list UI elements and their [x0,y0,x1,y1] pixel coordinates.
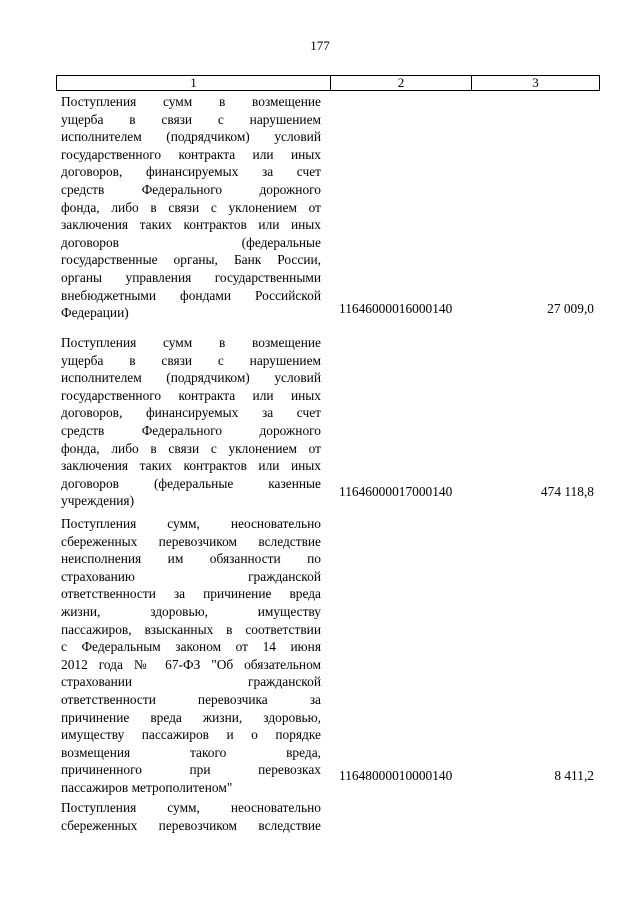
row-3-code: 11648000010000140 [339,768,453,783]
description-line: неисполнения им обязанности по [61,551,321,567]
row-1-code: 11646000016000140 [339,301,453,316]
description-line: договоров, финансируемых за счет [61,164,321,180]
description-line: заключения таких контрактов или иных [61,217,321,233]
description-line: фонда, либо в связи с уклонением от [61,440,321,456]
page-number: 177 [310,38,330,53]
description-line: государственные органы, Банк России, [61,252,321,268]
description-line: ущерба в связи с нарушением [61,111,321,127]
description-line: сбереженных перевозчиком вследствие [61,817,321,833]
description-line: Поступления сумм в возмещение [61,335,321,350]
description-line: учреждения) [61,493,135,509]
description-line: ответственности перевозчика за [61,691,321,707]
description-line: имуществу пассажиров и о порядке [61,727,321,743]
description-line: Федерации) [61,305,129,321]
description-line: исполнителем (подрядчиком) условий [61,129,321,145]
row-3-amount: 8 411,2 [554,768,594,783]
description-line: Поступления сумм, неосновательно [61,516,321,531]
description-line: Поступления сумм в возмещение [61,94,321,109]
row-2-description [61,334,321,510]
description-line: исполнителем (подрядчиком) условий [61,370,321,386]
description-line: причиненного при перевозках [61,762,321,778]
table-header-col-2: 2 [330,75,472,91]
description-line: пассажиров, взысканных в соответствии [61,621,321,637]
description-line: средств Федерального дорожного [61,181,321,197]
description-line: фонда, либо в связи с уклонением от [61,199,321,215]
description-line: договоров, финансируемых за счет [61,405,321,421]
description-line: договоров (федеральные [61,234,321,250]
description-line: ущерба в связи с нарушением [61,352,321,368]
row-2-code: 11646000017000140 [339,484,453,499]
description-line: средств Федерального дорожного [61,422,321,438]
row-3-description [61,515,321,797]
description-line: государственного контракта или иных [61,387,321,403]
description-line: пассажиров метрополитеном" [61,779,233,795]
description-line: органы управления государственными [61,269,321,285]
description-line: причинение вреда жизни, здоровью, [61,709,321,725]
table-header-col-1: 1 [56,75,331,91]
description-line: жизни, здоровью, имуществу [61,603,321,619]
row-1-amount: 27 009,0 [547,301,594,316]
description-line: заключения таких контрактов или иных [61,458,321,474]
description-line: государственного контракта или иных [61,146,321,162]
row-2-amount: 474 118,8 [540,484,594,499]
description-line: 2012 года № 67-ФЗ "Об обязательном [61,656,321,672]
description-line: ответственности за причинение вреда [61,586,321,602]
description-line: Поступления сумм, неосновательно [61,800,321,815]
row-4-description [61,799,321,834]
description-line: страхованию гражданской [61,568,321,584]
description-line: с Федеральным законом от 14 июня [61,639,321,655]
description-line: страховании гражданской [61,674,321,690]
description-line: возмещения такого вреда, [61,744,321,760]
description-line: внебюджетными фондами Российской [61,287,321,303]
table-header-col-3: 3 [471,75,600,91]
description-line: сбереженных перевозчиком вследствие [61,533,321,549]
row-1-description [61,93,321,322]
description-line: договоров (федеральные казенные [61,475,321,491]
